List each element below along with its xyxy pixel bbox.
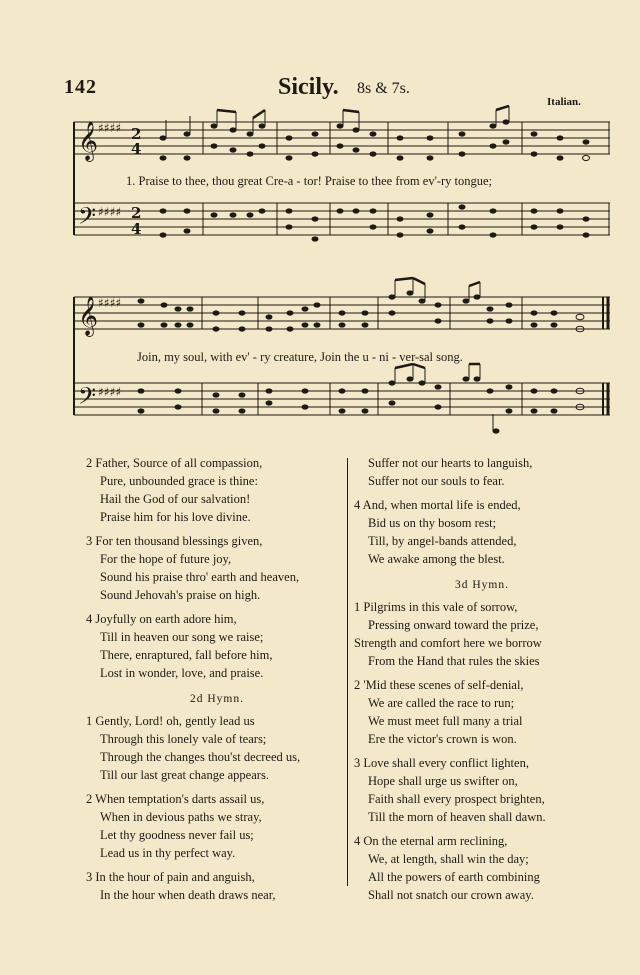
verse-line: Strength and comfort here we borrow: [354, 636, 542, 650]
verse-line: Till our last great change appears.: [100, 768, 269, 782]
stanza: [86, 868, 348, 904]
verse-line: Lost in wonder, love, and praise.: [100, 666, 264, 680]
verse-line: Sound Jehovah's praise on high.: [100, 588, 261, 602]
hymn-2-heading: 2d Hymn.: [190, 693, 244, 705]
meter: 8s & 7s.: [357, 80, 410, 97]
verse-line: Pressing onward toward the prize,: [368, 618, 539, 632]
verse-line: Suffer not our hearts to languish,: [368, 456, 533, 470]
verse-line: Lead us in thy perfect way.: [100, 846, 236, 860]
time-signature-top: 2: [131, 125, 142, 143]
verse-line: Till in heaven our song we raise;: [100, 630, 264, 644]
stanza: [354, 832, 610, 904]
stanza: [86, 454, 348, 526]
stanza: [354, 598, 610, 670]
verse-line: 2 Father, Source of all compassion,: [86, 456, 263, 470]
stanza: [86, 610, 348, 682]
verse-line: 1 Pilgrims in this vale of sorrow,: [354, 600, 518, 614]
verse-line: Sound his praise thro' earth and heaven,: [100, 570, 300, 584]
verse-line: Till the morn of heaven shall dawn.: [368, 810, 546, 824]
verse-line: 3 In the hour of pain and anguish,: [86, 870, 255, 884]
stems: [166, 106, 509, 431]
hymn-3-heading: 3d Hymn.: [455, 579, 509, 591]
verse-line: 3 For ten thousand blessings given,: [86, 534, 263, 548]
verse-line: For the hope of future joy,: [100, 552, 232, 566]
verse-line: Pure, unbounded grace is thine:: [100, 474, 258, 488]
stanza: [354, 454, 610, 490]
lyric-system-1: 1. Praise to thee, thou great Cre-a - tor! Praise to thee from ev'-ry tongue;: [126, 174, 493, 188]
time-signature-bottom: 4: [131, 140, 142, 158]
verse-line: Suffer not our souls to fear.: [368, 474, 505, 488]
verse-line: Hail the God of our salvation!: [100, 492, 251, 506]
stanza: [86, 790, 348, 862]
svg-text:♯♯♯♯: ♯♯♯♯: [98, 296, 122, 310]
bass-clef-1: 𝄢: [78, 202, 97, 235]
verse-line: Through the changes thou'st decreed us,: [100, 750, 301, 764]
music-notation: [0, 0, 640, 450]
verse-line: We must meet full many a trial: [368, 714, 523, 728]
lyric-system-2: Join, my soul, with ev' - ry creature, Join the u - ni - ver-sal song.: [137, 350, 463, 364]
verse-line: When in devious paths we stray,: [100, 810, 262, 824]
stanza: [354, 676, 610, 748]
verse-line: We awake among the blest.: [368, 552, 505, 566]
verse-line: There, enraptured, fall before him,: [100, 648, 273, 662]
treble-clef-2: 𝄞: [78, 296, 99, 336]
verse-line: We, at length, shall win the day;: [368, 852, 529, 866]
bass-clef-2: 𝄢: [78, 382, 97, 415]
verse-line: 1 Gently, Lord! oh, gently lead us: [86, 714, 255, 728]
verse-line: 4 On the eternal arm reclining,: [354, 834, 508, 848]
verse-line: Let thy goodness never fail us;: [100, 828, 254, 842]
verse-line: We are called the race to run;: [368, 696, 515, 710]
treble-clef-1: 𝄞: [78, 121, 99, 161]
svg-text:♯♯♯♯: ♯♯♯♯: [98, 385, 122, 399]
svg-text:2: 2: [131, 204, 142, 222]
verse-line: In the hour when death draws near,: [100, 888, 276, 902]
verse-line: Through this lonely vale of tears;: [100, 732, 267, 746]
verse-line: Hope shall urge us swifter on,: [368, 774, 518, 788]
stanza: [86, 532, 348, 604]
tune-name: Sicily.: [278, 74, 339, 100]
verse-line: 2 'Mid these scenes of self-denial,: [354, 678, 524, 692]
verse-line: Faith shall every prospect brighten,: [368, 792, 545, 806]
verse-line: Bid us on thy bosom rest;: [368, 516, 497, 530]
verse-line: 4 And, when mortal life is ended,: [354, 498, 521, 512]
verse-line: Till, by angel-bands attended,: [368, 534, 517, 548]
svg-text:4: 4: [131, 220, 142, 238]
verse-line: From the Hand that rules the skies: [368, 654, 540, 668]
verse-line: 2 When temptation's darts assail us,: [86, 792, 265, 806]
right-column: [354, 454, 610, 910]
verse-line: Shall not snatch our crown away.: [368, 888, 534, 902]
verse-line: Ere the victor's crown is won.: [368, 732, 517, 746]
composer: Italian.: [547, 96, 581, 108]
page-number: 142: [64, 76, 97, 98]
verse-line: All the powers of earth combining: [368, 870, 540, 884]
svg-text:♯♯♯♯: ♯♯♯♯: [98, 121, 122, 135]
verse-line: 3 Love shall every conflict lighten,: [354, 756, 529, 770]
stanza: [354, 754, 610, 826]
bass-staff-1: [74, 203, 610, 235]
svg-text:♯♯♯♯: ♯♯♯♯: [98, 205, 122, 219]
verse-line: 4 Joyfully on earth adore him,: [86, 612, 237, 626]
verse-line: Praise him for his love divine.: [100, 510, 251, 524]
stanza: [86, 712, 348, 784]
left-column: [86, 454, 348, 910]
stanza: [354, 496, 610, 568]
